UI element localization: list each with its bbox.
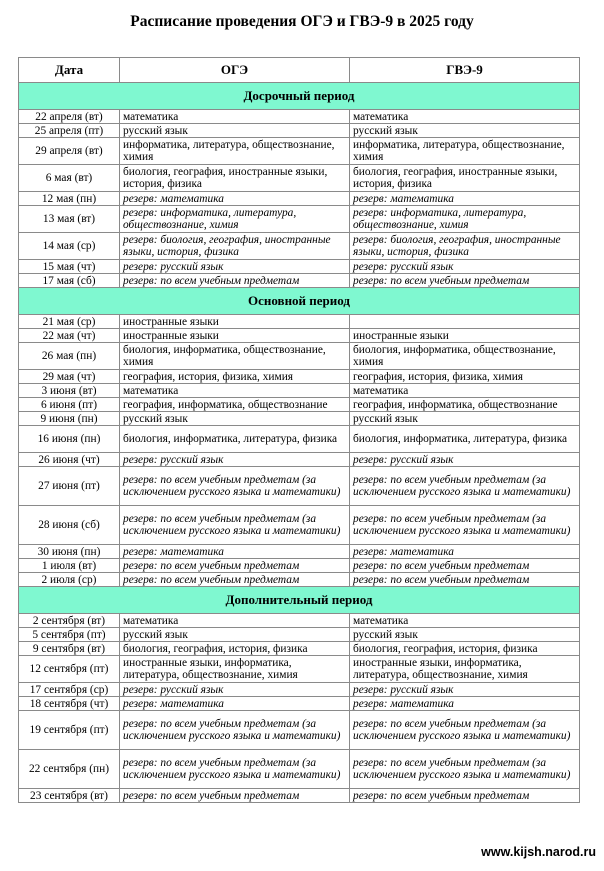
oge-cell: резерв: русский язык [120,260,350,274]
table-row [19,545,580,559]
oge-cell: математика [120,384,350,398]
schedule-table [18,57,580,803]
page-title: Расписание проведения ОГЭ и ГВЭ-9 в 2025 году [130,13,474,30]
header-oge: ОГЭ [120,58,350,83]
gve-cell: биология, география, иностранные языки, история, физика [350,165,580,192]
gve-cell: информатика, литература, обществознание, химия [350,138,580,165]
gve-cell: резерв: биология, география, иностранные языки, история, физика [350,233,580,260]
table-row [19,165,580,192]
oge-cell: резерв: информатика, литература, обществознание, химия [120,206,350,233]
table-row [19,233,580,260]
table-header-row [19,58,580,83]
table-row [19,260,580,274]
table-row [19,426,580,453]
date-cell: 3 июня (вт) [19,384,120,398]
oge-cell: резерв: по всем учебным предметам (за исключением русского языка и математики) [120,711,350,750]
date-cell: 23 сентября (вт) [19,789,120,803]
date-cell: 17 сентября (ср) [19,683,120,697]
oge-cell: биология, география, иностранные языки, история, физика [120,165,350,192]
oge-cell: резерв: по всем учебным предметам [120,274,350,288]
period-title: Дополнительный период [19,587,580,614]
gve-cell: география, информатика, обществознание [350,398,580,412]
gve-cell: резерв: русский язык [350,453,580,467]
table-row [19,124,580,138]
oge-cell: иностранные языки, информатика, литература, обществознание, химия [120,656,350,683]
period-row [19,587,580,614]
table-row [19,110,580,124]
gve-cell: резерв: по всем учебным предметам (за исключением русского языка и математики) [350,750,580,789]
oge-cell: резерв: по всем учебным предметам [120,789,350,803]
header-gve: ГВЭ-9 [350,58,580,83]
oge-cell: математика [120,614,350,628]
date-cell: 13 мая (вт) [19,206,120,233]
date-cell: 6 июня (пт) [19,398,120,412]
gve-cell: резерв: математика [350,545,580,559]
header-date: Дата [19,58,120,83]
oge-cell: информатика, литература, обществознание, химия [120,138,350,165]
table-row [19,138,580,165]
date-cell: 22 сентября (пн) [19,750,120,789]
table-row [19,315,580,329]
oge-cell: резерв: биология, география, иностранные языки, история, физика [120,233,350,260]
period-title: Основной период [19,288,580,315]
oge-cell: резерв: математика [120,192,350,206]
table-row [19,329,580,343]
gve-cell: математика [350,384,580,398]
date-cell: 19 сентября (пт) [19,711,120,750]
oge-cell: резерв: по всем учебным предметам (за исключением русского языка и математики) [120,750,350,789]
oge-cell: резерв: по всем учебным предметам (за исключением русского языка и математики) [120,467,350,506]
date-cell: 9 июня (пн) [19,412,120,426]
date-cell: 16 июня (пн) [19,426,120,453]
oge-cell: русский язык [120,412,350,426]
date-cell: 15 мая (чт) [19,260,120,274]
period-title: Досрочный период [19,83,580,110]
table-row [19,573,580,587]
oge-cell: резерв: по всем учебным предметам [120,573,350,587]
gve-cell: резерв: по всем учебным предметам (за исключением русского языка и математики) [350,506,580,545]
oge-cell: биология, информатика, обществознание, химия [120,343,350,370]
date-cell: 2 сентября (вт) [19,614,120,628]
oge-cell: резерв: по всем учебным предметам [120,559,350,573]
oge-cell: иностранные языки [120,315,350,329]
gve-cell: резерв: русский язык [350,683,580,697]
table-row [19,398,580,412]
oge-cell: география, информатика, обществознание [120,398,350,412]
gve-cell: иностранные языки [350,329,580,343]
oge-cell: математика [120,110,350,124]
gve-cell: география, история, физика, химия [350,370,580,384]
gve-cell: резерв: по всем учебным предметам [350,274,580,288]
table-row [19,789,580,803]
table-row [19,506,580,545]
oge-cell: резерв: математика [120,545,350,559]
gve-cell: русский язык [350,124,580,138]
oge-cell: резерв: математика [120,697,350,711]
gve-cell: русский язык [350,412,580,426]
table-row [19,642,580,656]
gve-cell: биология, информатика, обществознание, химия [350,343,580,370]
table-row [19,384,580,398]
date-cell: 17 мая (сб) [19,274,120,288]
date-cell: 9 сентября (вт) [19,642,120,656]
gve-cell: резерв: математика [350,192,580,206]
date-cell: 26 мая (пн) [19,343,120,370]
date-cell: 14 мая (ср) [19,233,120,260]
table-row [19,274,580,288]
oge-cell: резерв: русский язык [120,453,350,467]
gve-cell: резерв: по всем учебным предметам [350,573,580,587]
oge-cell: география, история, физика, химия [120,370,350,384]
table-row [19,412,580,426]
date-cell: 2 июля (ср) [19,573,120,587]
table-row [19,750,580,789]
gve-cell: резерв: по всем учебным предметам [350,559,580,573]
oge-cell: биология, география, история, физика [120,642,350,656]
date-cell: 6 мая (вт) [19,165,120,192]
table-row [19,467,580,506]
date-cell: 30 июня (пн) [19,545,120,559]
table-row [19,192,580,206]
table-row [19,453,580,467]
date-cell: 29 мая (чт) [19,370,120,384]
date-cell: 12 мая (пн) [19,192,120,206]
date-cell: 22 мая (чт) [19,329,120,343]
watermark-url: www.kijsh.narod.ru [481,845,596,859]
gve-cell: резерв: информатика, литература, обществознание, химия [350,206,580,233]
gve-cell: русский язык [350,628,580,642]
date-cell: 29 апреля (вт) [19,138,120,165]
date-cell: 28 июня (сб) [19,506,120,545]
table-row [19,697,580,711]
gve-cell: резерв: русский язык [350,260,580,274]
date-cell: 21 мая (ср) [19,315,120,329]
oge-cell: резерв: по всем учебным предметам (за исключением русского языка и математики) [120,506,350,545]
period-row [19,288,580,315]
oge-cell: иностранные языки [120,329,350,343]
gve-cell: резерв: математика [350,697,580,711]
table-row [19,206,580,233]
date-cell: 25 апреля (пт) [19,124,120,138]
table-row [19,343,580,370]
date-cell: 22 апреля (вт) [19,110,120,124]
oge-cell: русский язык [120,628,350,642]
table-row [19,656,580,683]
date-cell: 12 сентября (пт) [19,656,120,683]
table-row [19,370,580,384]
table-row [19,711,580,750]
gve-cell: биология, география, история, физика [350,642,580,656]
gve-cell: биология, информатика, литература, физика [350,426,580,453]
date-cell: 26 июня (чт) [19,453,120,467]
oge-cell: русский язык [120,124,350,138]
gve-cell: резерв: по всем учебным предметам [350,789,580,803]
date-cell: 1 июля (вт) [19,559,120,573]
date-cell: 5 сентября (пт) [19,628,120,642]
period-row [19,83,580,110]
gve-cell: иностранные языки, информатика, литература, обществознание, химия [350,656,580,683]
oge-cell: биология, информатика, литература, физика [120,426,350,453]
gve-cell: резерв: по всем учебным предметам (за исключением русского языка и математики) [350,711,580,750]
gve-cell [350,315,580,329]
table-row [19,559,580,573]
table-row [19,628,580,642]
schedule-body [19,83,580,803]
date-cell: 27 июня (пт) [19,467,120,506]
gve-cell: резерв: по всем учебным предметам (за исключением русского языка и математики) [350,467,580,506]
table-row [19,614,580,628]
gve-cell: математика [350,614,580,628]
date-cell: 18 сентября (чт) [19,697,120,711]
gve-cell: математика [350,110,580,124]
table-row [19,683,580,697]
oge-cell: резерв: русский язык [120,683,350,697]
